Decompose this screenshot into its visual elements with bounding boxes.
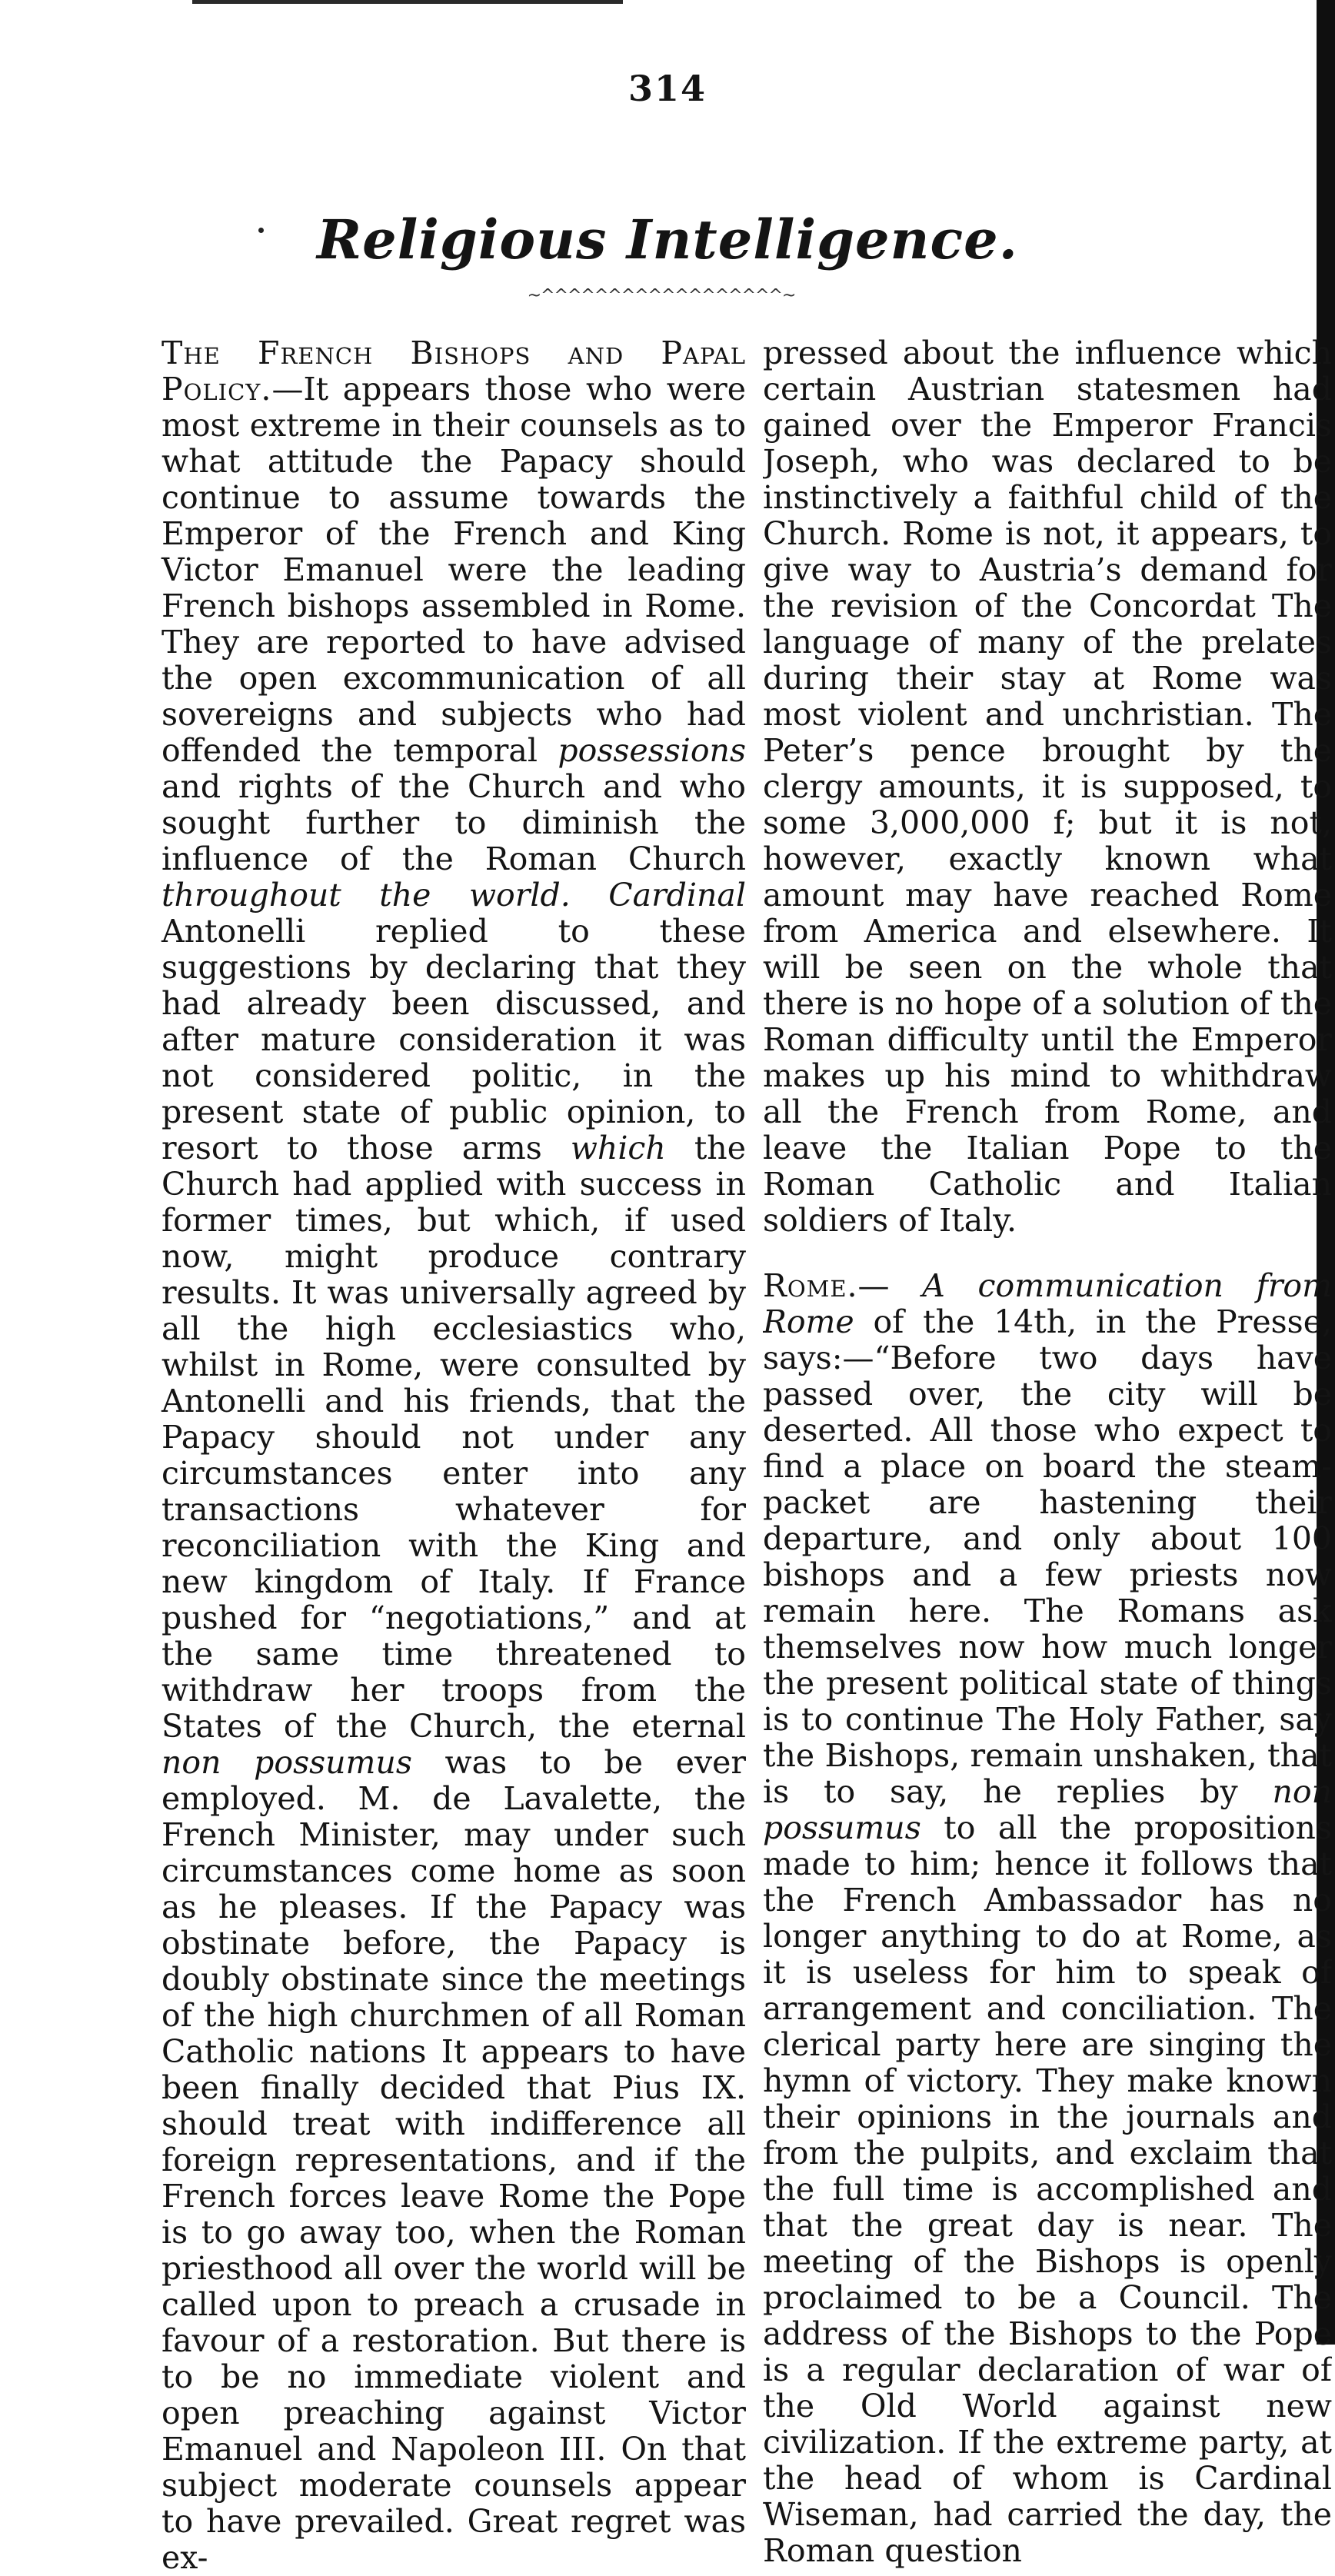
text-run: to all the propositions made to him; hence it follows that the French Ambassador has no longer anything to do at Rome, as it is useless for him to speak of arrangement and conciliation. The clerical party here are singing the hymn of victory. They make known their opinions in the journals and from the pulpits, and exclaim that the full time is accomplished and that the great day is near. The meeting of the Bishops is openly proclaimed to be a Council. The address of the Bishops to the Pope is a regular declaration of war of the Old World against new civilization. If the extreme party, at the head of whom is Cardinal Wiseman, had carried the day, the Roman question xyxy=(763,1809,1332,2569)
article-rome xyxy=(763,1268,1332,2569)
article-heading: Rome. xyxy=(763,1267,858,1304)
text-run: the Church had applied with success in former times, but which, if used now, might produce contrary results. It was universally agreed by all the high ecclesiastics who, whilst in Rome, were consulted by Antonelli and his friends, that the Papacy should not under any circumstances enter into any transactions whatever for reconciliation with the King and new kingdom of Italy. If France pushed for “negotiations,” and at the same time threatened to withdraw her troops from the States of the Church, the eternal xyxy=(161,1130,746,1745)
text-run: — xyxy=(857,1267,923,1304)
text-run-italic: throughout the world. Cardinal xyxy=(161,877,746,914)
text-run: Antonelli replied to these suggestions by declaring that they had already been discussed, and after mature consideration it was not considered politic, in the present state of public opinion, to resort to those arms xyxy=(161,913,746,1167)
article-french-bishops xyxy=(161,335,746,2576)
text-run: was to be ever employed. M. de Lavalette, the French Minister, may under such circumstances come home as soon as he pleases. If the Papacy was obstinate before, the Papacy is doubly obstinate since the meetings of the high churchmen of all Roman Catholic nations It appears to have been finally decided that Pius IX. should treat with indifference all foreign representations, and if the French forces leave Rome the Pope is to go away too, when the Roman priesthood all over the world will be called upon to preach a crusade in favour of a restoration. But there is to be no immediate violent and open preaching against Victor Emanuel and Napoleon III. On that subject moderate counsels appear to have prevailed. Great regret was ex- xyxy=(161,1744,746,2576)
text-run-italic: non possumus xyxy=(161,1744,412,1781)
decorative-flourish: ~^^^^^^^^^^^^^^^^^^~ xyxy=(527,286,796,305)
text-run-italic: A communication from Rome xyxy=(763,1267,1332,1340)
text-run-italic: possessions xyxy=(558,732,746,769)
text-run: —It appears those who were most extreme in their counsels as to what attitude the Papacy should continue to assume towards the Emperor of the French and King Victor Emanuel were the leading French bishops assembled in Rome. They are reported to have advised the open excommunication of all sovereigns and subjects who had offended the temporal xyxy=(161,371,746,769)
right-column xyxy=(763,335,1332,2569)
text-run: and rights of the Church and who sought further to diminish the influence of the Roman Church xyxy=(161,768,746,877)
left-column xyxy=(161,335,746,2576)
top-rule xyxy=(192,0,623,4)
page-number: 314 xyxy=(628,68,707,109)
section-title: Religious Intelligence. xyxy=(317,208,1018,271)
article-continuation: pressed about the influence which certain Austrian statesmen had gained over the Emperor Francis Joseph, who was declared to be instinctively a faithful child of the Church. Rome is not, it appears, to give way to Austria’s demand for the revision of the Concordat The language of many of the prelates during their stay at Rome was most violent and unchristian. The Peter’s pence brought by the clergy amounts, it is supposed, to some 3,000,000 f; but it is not, however, exactly known what amount may have reached Rome from America and elsewhere. It will be seen on the whole that there is no hope of a solution of the Roman difficulty until the Emperor makes up his mind to whithdraw all the French from Rome, and leave the Italian Pope to the Roman Catholic and Italian soldiers of Italy. xyxy=(763,335,1332,1239)
text-run-italic: which xyxy=(570,1130,666,1167)
text-run-italic: non possumus xyxy=(763,1773,1332,1846)
text-run: of the 14th, in the Presse, says:—“Before two days have passed over, the city will be deserted. All those who expect to find a place on board the steam-packet are hastening their departure, and only about 100 bishops and a few priests now remain here. The Romans ask themselves now how much longer the present political state of things is to continue The Holy Father, say the Bishops, remain unshaken, that is to say, he replies by xyxy=(763,1303,1332,1810)
article-heading: The French Bishops and Papal Policy. xyxy=(161,334,746,408)
